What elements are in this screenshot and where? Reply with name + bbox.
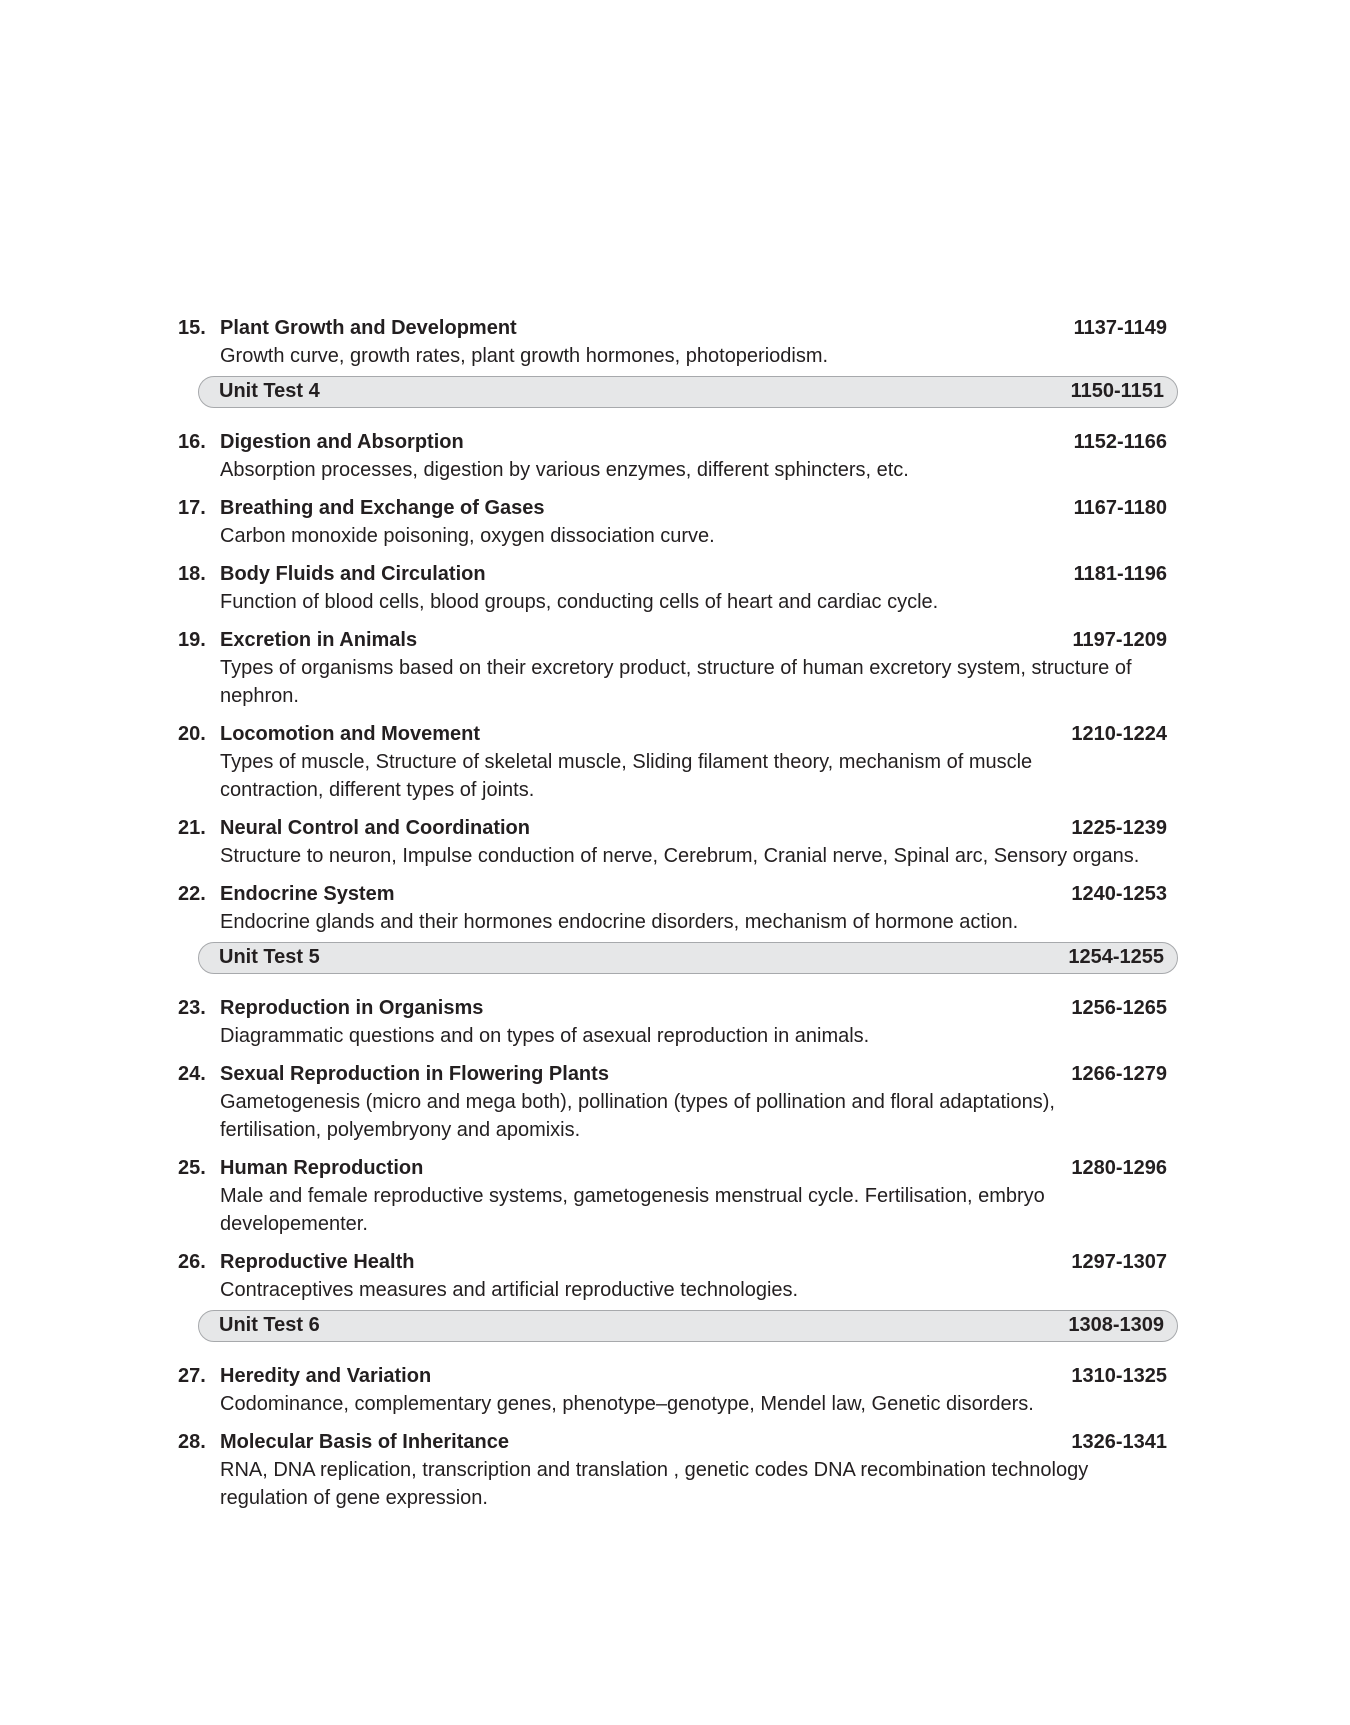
chapter-title[interactable]: Human Reproduction [220,1157,424,1179]
chapter-number: 16. [178,431,206,453]
chapter-title[interactable]: Locomotion and Movement [220,723,480,745]
unit-test-page-range: 1308-1309 [1068,1314,1164,1336]
toc-chapter-28[interactable] [178,1428,1178,1512]
unit-test-4-bar[interactable] [198,376,1178,408]
chapter-title[interactable]: Reproductive Health [220,1251,415,1273]
chapter-heading-row [178,1362,1178,1390]
unit-test-title[interactable]: Unit Test 6 [219,1314,320,1336]
unit-test-page-range: 1254-1255 [1068,946,1164,968]
chapter-page-range: 1256-1265 [1071,997,1167,1019]
toc-chapter-16[interactable] [178,428,1178,484]
chapter-description: Endocrine glands and their hormones endocrine disorders, mechanism of hormone action. [220,911,1019,933]
chapter-number: 27. [178,1365,206,1387]
chapter-page-range: 1240-1253 [1071,883,1167,905]
chapter-number: 17. [178,497,206,519]
chapter-heading-row [178,1060,1178,1088]
toc-chapter-24[interactable] [178,1060,1178,1144]
chapter-heading-row [178,994,1178,1022]
chapter-heading-row [178,560,1178,588]
chapter-description: Absorption processes, digestion by various enzymes, different sphincters, etc. [220,459,909,481]
chapter-description: Gametogenesis (micro and mega both), pollination (types of pollination and floral adaptations), fertilisation, polyembryony and apomixis. [220,1091,1055,1141]
chapter-page-range: 1266-1279 [1071,1063,1167,1085]
toc-chapter-18[interactable] [178,560,1178,616]
toc-chapter-17[interactable] [178,494,1178,550]
chapter-heading-row [178,494,1178,522]
toc-chapter-19[interactable] [178,626,1178,710]
chapter-description: Structure to neuron, Impulse conduction of nerve, Cerebrum, Cranial nerve, Spinal arc, Sensory organs. [220,845,1140,867]
toc-chapter-22[interactable] [178,880,1178,936]
chapter-page-range: 1152-1166 [1073,431,1167,453]
chapter-page-range: 1181-1196 [1073,563,1167,585]
chapter-title[interactable]: Excretion in Animals [220,629,418,651]
chapter-description: Types of muscle, Structure of skeletal muscle, Sliding filament theory, mechanism of muscle contraction, different types of joints. [220,751,1033,801]
chapter-title[interactable]: Body Fluids and Circulation [220,563,486,585]
chapter-number: 21. [178,817,206,839]
chapter-description: Male and female reproductive systems, gametogenesis menstrual cycle. Fertilisation, embryo developementer. [220,1185,1045,1235]
chapter-number: 23. [178,997,206,1019]
chapter-page-range: 1297-1307 [1071,1251,1167,1273]
chapter-heading-row [178,314,1178,342]
chapter-description: Types of organisms based on their excretory product, structure of human excretory system, structure of nephron. [220,657,1132,707]
toc-chapter-23[interactable] [178,994,1178,1050]
chapter-heading-row [178,814,1178,842]
chapter-description: Diagrammatic questions and on types of asexual reproduction in animals. [220,1025,870,1047]
chapter-number: 15. [178,317,206,339]
chapter-page-range: 1210-1224 [1071,723,1167,745]
unit-test-5-bar[interactable] [198,942,1178,974]
chapter-page-range: 1310-1325 [1071,1365,1167,1387]
toc-chapter-21[interactable] [178,814,1178,870]
chapter-description: Carbon monoxide poisoning, oxygen dissociation curve. [220,525,715,547]
chapter-page-range: 1137-1149 [1073,317,1167,339]
chapter-title[interactable]: Sexual Reproduction in Flowering Plants [220,1063,609,1085]
chapter-number: 24. [178,1063,206,1085]
chapter-title[interactable]: Reproduction in Organisms [220,997,484,1019]
chapter-description: Growth curve, growth rates, plant growth hormones, photoperiodism. [220,345,829,367]
toc-chapter-25[interactable] [178,1154,1178,1238]
chapter-heading-row [178,428,1178,456]
toc-chapter-20[interactable] [178,720,1178,804]
chapter-heading-row [178,880,1178,908]
unit-test-6-bar[interactable] [198,1310,1178,1342]
chapter-heading-row [178,626,1178,654]
chapter-number: 18. [178,563,206,585]
chapter-heading-row [178,1248,1178,1276]
chapter-page-range: 1197-1209 [1072,629,1167,651]
toc-chapter-27[interactable] [178,1362,1178,1418]
chapter-page-range: 1167-1180 [1073,497,1167,519]
chapter-title[interactable]: Neural Control and Coordination [220,817,530,839]
chapter-title[interactable]: Digestion and Absorption [220,431,464,453]
table-of-contents [0,314,1350,1522]
unit-test-title[interactable]: Unit Test 4 [219,380,320,402]
chapter-title[interactable]: Endocrine System [220,883,395,905]
chapter-description: Codominance, complementary genes, phenotype–genotype, Mendel law, Genetic disorders. [220,1393,1034,1415]
chapter-heading-row [178,720,1178,748]
chapter-title[interactable]: Heredity and Variation [220,1365,432,1387]
chapter-title[interactable]: Plant Growth and Development [220,317,517,339]
chapter-number: 25. [178,1157,206,1179]
chapter-page-range: 1225-1239 [1071,817,1167,839]
chapter-heading-row [178,1428,1178,1456]
toc-chapter-15[interactable] [178,314,1178,370]
chapter-title[interactable]: Breathing and Exchange of Gases [220,497,545,519]
chapter-number: 28. [178,1431,206,1453]
unit-test-title[interactable]: Unit Test 5 [219,946,320,968]
chapter-number: 22. [178,883,206,905]
chapter-heading-row [178,1154,1178,1182]
chapter-description: RNA, DNA replication, transcription and translation , genetic codes DNA recombination technology regulation of gene expression. [220,1459,1089,1509]
chapter-title[interactable]: Molecular Basis of Inheritance [220,1431,509,1453]
chapter-number: 20. [178,723,206,745]
chapter-page-range: 1326-1341 [1071,1431,1167,1453]
unit-test-page-range: 1150-1151 [1070,380,1164,402]
chapter-description: Contraceptives measures and artificial reproductive technologies. [220,1279,799,1301]
chapter-page-range: 1280-1296 [1071,1157,1167,1179]
chapter-number: 26. [178,1251,206,1273]
chapter-number: 19. [178,629,206,651]
chapter-description: Function of blood cells, blood groups, conducting cells of heart and cardiac cycle. [220,591,939,613]
toc-chapter-26[interactable] [178,1248,1178,1304]
